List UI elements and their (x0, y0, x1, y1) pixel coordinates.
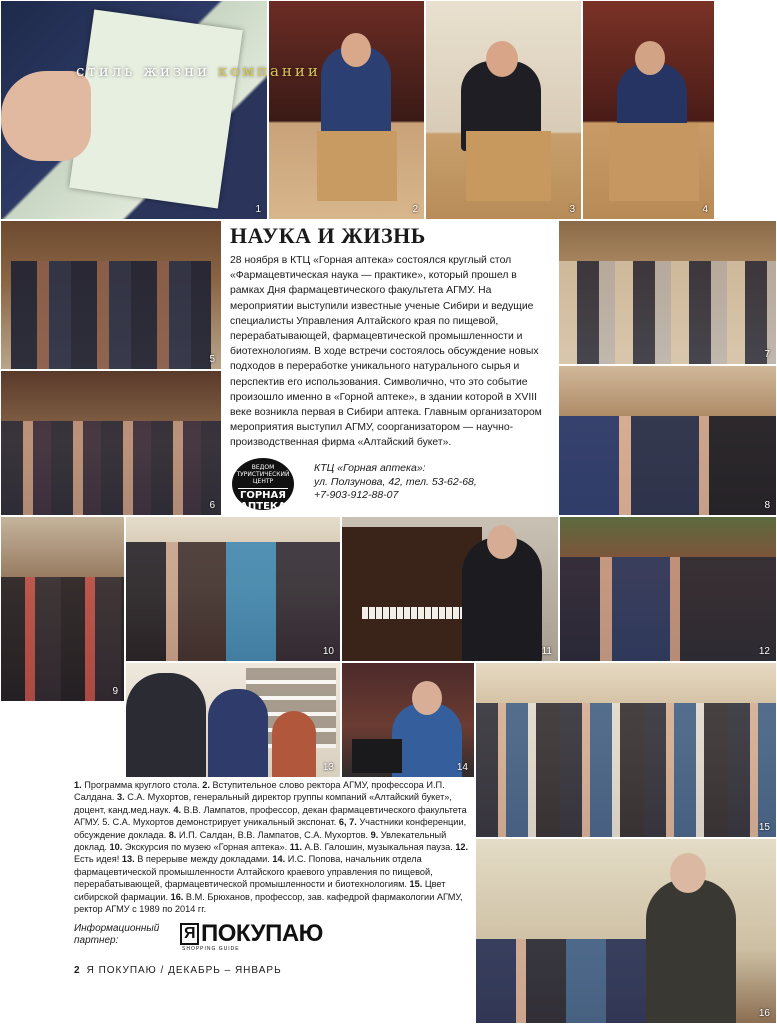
section-label (76, 62, 321, 80)
photo-museum-tour (125, 516, 341, 662)
section-label-main: стиль жизни (76, 62, 211, 80)
man-front (208, 689, 268, 778)
photo-speaker-lampatov (582, 0, 715, 220)
seated-audience (476, 939, 646, 1024)
article-title: НАУКА И ЖИЗНЬ (230, 223, 426, 248)
piano (342, 527, 482, 662)
piano-keys (362, 607, 472, 619)
caption-number: 16. (170, 891, 184, 902)
photo-number: 4 (702, 204, 708, 215)
logo-word: ПОКУПАЮ (201, 920, 323, 947)
speaker-head (341, 33, 371, 67)
photo-captions (74, 779, 472, 915)
contact-line-2: ул. Ползунова, 42, тел. 53-62-68, (314, 475, 477, 488)
logo-mark: Я (180, 923, 199, 945)
logo-name: ГОРНАЯ АПТЕКА (239, 490, 286, 512)
caption-text: И.С. Попова, начальник отдела фармацевтической промышленности Алтайского краевого управления по пищевой, перерабатывающей, фармацевтической промышленности и биотехнологиям. (74, 854, 433, 890)
page-footer (74, 965, 282, 976)
listeners (1, 577, 125, 702)
photo-bryukhanov (475, 838, 777, 1024)
contact-line-1: КТЦ «Горная аптека»: (314, 462, 426, 474)
caption-number: 12. (455, 842, 469, 853)
caption-text: Участники конференции, обсуждение доклада. (74, 817, 467, 840)
standing-speaker (646, 879, 736, 1024)
partner-label-line-2: партнер: (74, 935, 119, 946)
caption-text: Программа круглого стола. (81, 780, 203, 790)
photo-lecture (0, 516, 125, 702)
photo-group (475, 662, 777, 838)
contact-text (314, 462, 477, 503)
contact-block (232, 458, 552, 510)
laptop (352, 739, 402, 773)
caption-text: В перерыве между докладами. (134, 854, 273, 865)
man-back (126, 673, 206, 778)
caption-text: Цвет сибирской фармации. (74, 879, 446, 902)
caption-text: Экскурсия по музею «Горная аптека». (122, 842, 290, 853)
section-label-accent: компании (217, 62, 321, 80)
hand (1, 71, 91, 161)
caption-text: В.В. Лампатов, профессор, декан фармацевтического факультета АГМУ. 5. С.А. Мухортов демонстрирует уникальный экспонат. (74, 804, 467, 828)
audience-seated (559, 261, 777, 365)
partner-label-line-1: Информационный (74, 923, 160, 934)
caption-text: Вступительное слово ректора АГМУ, профессора И.П. Салдана. (74, 780, 445, 803)
caption-number: 6, 7. (338, 817, 357, 828)
photo-speaker-mukhortov (425, 0, 582, 220)
caption-text: С.А. Мухортов, генеральный директор группы компаний «Алтайский букет», доцент, канд.мед.наук. (74, 792, 452, 815)
podium (609, 123, 699, 201)
photo-number: 10 (322, 646, 334, 657)
woman-red-hair (272, 711, 316, 778)
audience-rows (1, 421, 222, 516)
caption-number: 2. (202, 780, 210, 790)
partner-label (74, 923, 159, 947)
caption-text: Есть идея! (74, 854, 122, 865)
caption-number: 9. (370, 829, 379, 840)
visitors (126, 542, 341, 662)
photo-audience-b (558, 220, 777, 365)
caption-text: А.В. Галошин, музыкальная пауза. (302, 842, 456, 853)
program-booklet (69, 9, 243, 208)
pianist-head (487, 525, 517, 559)
caption-text: В.М. Брюханов, профессор, зав. кафедрой фармакологии АГМУ, ректор АГМУ с 1989 по 2014 гг. (74, 891, 463, 915)
photo-exhibit (0, 220, 222, 370)
footer-text: Я ПОКУПАЮ / ДЕКАБРЬ – ЯНВАРЬ (86, 965, 282, 976)
group-people (476, 703, 777, 838)
photo-number: 8 (764, 500, 770, 511)
caption-number: 13. (121, 854, 135, 865)
photo-number: 9 (112, 686, 118, 697)
photo-number: 2 (412, 204, 418, 215)
photo-number: 5 (209, 354, 215, 365)
caption-number: 1. (74, 780, 82, 790)
photo-audience-a (0, 370, 222, 516)
caption-number: 8. (168, 829, 177, 840)
photo-number: 6 (209, 500, 215, 511)
photo-number: 3 (569, 204, 575, 215)
page-number: 2 (74, 965, 81, 976)
photo-trio (558, 365, 777, 516)
logo-tagline: ВЕДОМ ТУРИСТИЧЕСКИЙ ЦЕНТР (236, 464, 290, 485)
caption-number: 10. (109, 842, 123, 853)
article-body: 28 ноября в КТЦ «Горная аптека» состоялся круглый стол «Фармацевтическая наука — практике», который прошел в рамках Дня фармацевтического факультета АГМУ. На мероприятии выступили известные ученые Сибири и ведущие специалисты Управления Алтайского края по пищевой, перерабатывающей, фармацевтической промышленности и биотехнологиям. В ходе встречи состоялось обсуждение новых подходов в переработке уникального натурального сырья и перспектив его использования. Символично, что это событие произошло именно в «Горной аптеке», в здании которой в XVIII веке возникла первая в Сибири аптека. Главным организатором мероприятия выступил АГМУ, соорганизатором — научно-производственная фирма «Алтайский букет». (230, 255, 542, 449)
three-men (559, 416, 777, 516)
speaker-head (486, 41, 518, 77)
caption-number: 3. (116, 792, 125, 803)
standing-speaker-head (670, 853, 706, 893)
logo-subtitle: SHOPPING GUIDE (182, 946, 240, 952)
photo-idea (559, 516, 777, 662)
photo-popova (341, 662, 475, 778)
speaker-head (635, 41, 665, 75)
photo-number: 7 (764, 349, 770, 360)
photo-program (0, 0, 268, 220)
photo-piano (341, 516, 559, 662)
seated-men (560, 557, 777, 662)
caption-text: Увлекательный доклад. (74, 829, 447, 853)
photo-break (125, 662, 341, 778)
photo-number: 15 (758, 822, 770, 833)
ya-pokupayu-logo (180, 920, 323, 952)
photo-number: 11 (541, 646, 552, 657)
caption-number: 15. (409, 879, 423, 890)
photo-number: 16 (758, 1008, 770, 1019)
people-group (11, 261, 211, 370)
caption-number: 14. (272, 854, 286, 865)
photo-number: 1 (255, 204, 261, 215)
article (230, 223, 552, 451)
photo-speaker-rector (268, 0, 425, 220)
photo-number: 13 (322, 762, 334, 773)
contact-line-3: +7-903-912-88-07 (314, 489, 399, 501)
podium (317, 131, 397, 201)
photo-number: 12 (758, 646, 770, 657)
caption-text: И.П. Салдан, В.В. Лампатов, С.А. Мухортов. (176, 829, 371, 840)
caption-number: 4. (173, 804, 182, 815)
gornaya-apteka-logo (232, 458, 294, 510)
photo-number: 14 (456, 762, 468, 773)
podium (466, 131, 551, 201)
caption-number: 11. (289, 842, 302, 853)
speaker-woman-head (412, 681, 442, 715)
